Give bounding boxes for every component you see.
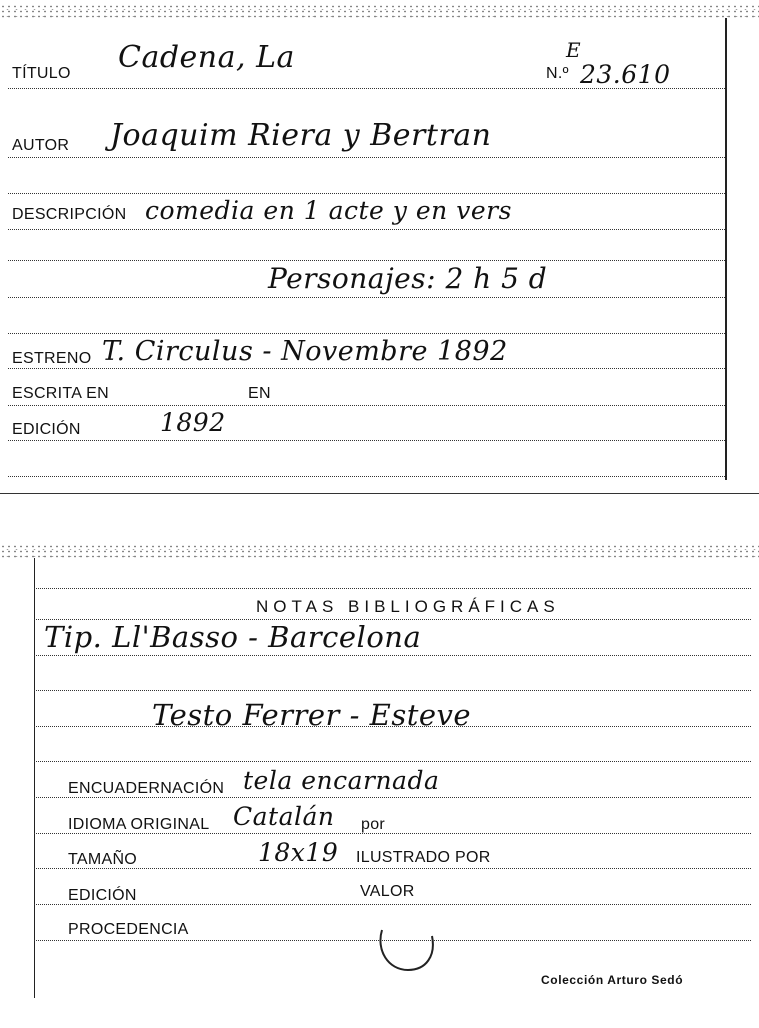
edicion2-label: EDICIÓN [68, 887, 137, 904]
tamano-value: 18x19 [258, 838, 339, 867]
rule-line [8, 405, 725, 406]
encuadernacion-label: ENCUADERNACIÓN [68, 780, 225, 797]
note-line-1: Tip. Ll'Basso - Barcelona [44, 620, 422, 654]
rule-line [8, 229, 725, 230]
procedencia-label: PROCEDENCIA [68, 921, 189, 938]
idioma-value: Catalán [233, 802, 335, 831]
card-edge-texture [0, 544, 759, 558]
rule-line [8, 440, 725, 441]
rule-line [34, 904, 751, 905]
numero-value: 23.610 [580, 60, 671, 89]
punch-hole-mark [374, 922, 440, 978]
collection-credit: Colección Arturo Sedó [541, 973, 684, 987]
catalog-card-top [0, 0, 759, 500]
card-edge-texture [0, 4, 759, 18]
titulo-value: Cadena, La [118, 40, 295, 75]
catalog-card-bottom [0, 540, 759, 1028]
tamano-label: TAMAÑO [68, 851, 138, 868]
titulo-label: TÍTULO [12, 65, 71, 82]
escrita-en-label-2: EN [248, 385, 271, 402]
edicion-value: 1892 [160, 408, 226, 437]
autor-value: Joaquim Riera y Bertran [110, 118, 492, 153]
rule-line [34, 655, 751, 656]
rule-line [8, 260, 725, 261]
rule-line [34, 588, 751, 589]
rule-line [8, 157, 725, 158]
escrita-en-label: ESCRITA EN [12, 385, 109, 402]
rule-line [34, 690, 751, 691]
descripcion-value: comedia en 1 acte y en vers [145, 196, 512, 225]
card-bottom-edge [0, 493, 759, 494]
estreno-label: ESTRENO [12, 350, 92, 367]
rule-line [8, 193, 725, 194]
card-right-border [725, 18, 727, 480]
card-left-border [34, 558, 35, 998]
edicion-label: EDICIÓN [12, 421, 81, 438]
numero-prefix: E [566, 38, 581, 62]
valor-label: VALOR [360, 883, 415, 900]
rule-line [8, 297, 725, 298]
rule-line [8, 333, 725, 334]
estreno-value: T. Circulus - Novembre 1892 [102, 336, 508, 367]
encuadernacion-value: tela encarnada [243, 766, 440, 795]
idioma-por-label: por [361, 816, 386, 833]
rule-line [8, 476, 725, 477]
notas-heading: NOTAS BIBLIOGRÁFICAS [256, 597, 560, 616]
descripcion-label: DESCRIPCIÓN [12, 206, 127, 223]
idioma-label: IDIOMA ORIGINAL [68, 816, 210, 833]
ilustrado-label: ILUSTRADO POR [356, 849, 491, 866]
rule-line [34, 761, 751, 762]
rule-line [34, 868, 751, 869]
numero-label: N.º [546, 65, 569, 82]
note-line-2: Testo Ferrer - Esteve [152, 698, 472, 732]
autor-label: AUTOR [12, 137, 70, 154]
descripcion-extra: Personajes: 2 h 5 d [268, 262, 548, 295]
rule-line [8, 368, 725, 369]
